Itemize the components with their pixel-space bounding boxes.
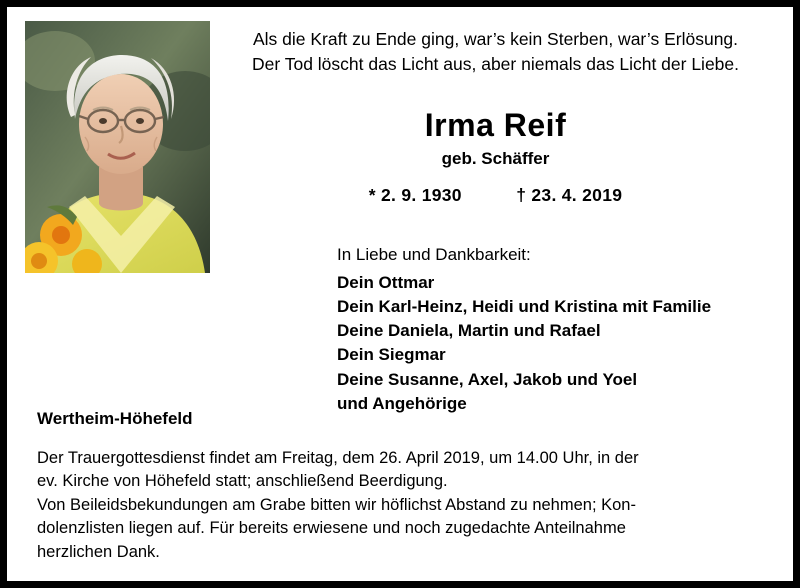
mourner-item: Deine Susanne, Axel, Jakob und Yoel (337, 369, 638, 389)
service-details-line: herzlichen Dank. (37, 542, 160, 561)
life-dates (212, 185, 779, 206)
mourners-list (337, 271, 711, 416)
service-details-line: dolenzlisten liegen auf. Für bereits erwiesene und noch zugedachte Anteilnahme (37, 519, 626, 538)
obituary-inner (7, 7, 793, 581)
verse-line-1: Als die Kraft zu Ende ging, war’s kein Sterben, war’s Erlösung. (252, 29, 739, 49)
portrait-photo-icon (25, 21, 210, 273)
name-block (212, 107, 779, 206)
service-details-line: Der Trauergottesdienst findet am Freitag, dem 26. April 2019, um 14.00 Uhr, in der (37, 449, 639, 467)
verse-line-2: Der Tod löscht das Licht aus, aber niemals das Licht der Liebe. (251, 54, 740, 75)
mourner-item: Dein Siegmar (337, 345, 446, 365)
service-details (37, 447, 769, 564)
mourner-item: und Angehörige (337, 393, 467, 413)
mourner-item: Dein Ottmar (337, 273, 435, 292)
birth-date: * 2. 9. 1930 (368, 184, 462, 205)
deceased-name: Irma Reif (424, 107, 567, 143)
mourner-item: Dein Karl-Heinz, Heidi und Kristina mit Familie (337, 297, 712, 317)
mourners-intro: In Liebe und Dankbarkeit: (337, 245, 531, 264)
service-details-line: Von Beileidsbekundungen am Grabe bitten wir höflichst Abstand zu nehmen; Kon- (37, 495, 636, 514)
portrait-photo (25, 21, 210, 273)
maiden-name: geb. Schäffer (441, 148, 550, 168)
mourner-item: Deine Daniela, Martin und Rafael (337, 321, 601, 341)
mourners-block (337, 245, 711, 416)
verse-text (212, 27, 779, 78)
death-date: † 23. 4. 2019 (516, 184, 623, 205)
place-name: Wertheim-Höhefeld (37, 409, 193, 428)
service-details-line: ev. Kirche von Höhefeld statt; anschließend Beerdigung. (37, 472, 448, 491)
